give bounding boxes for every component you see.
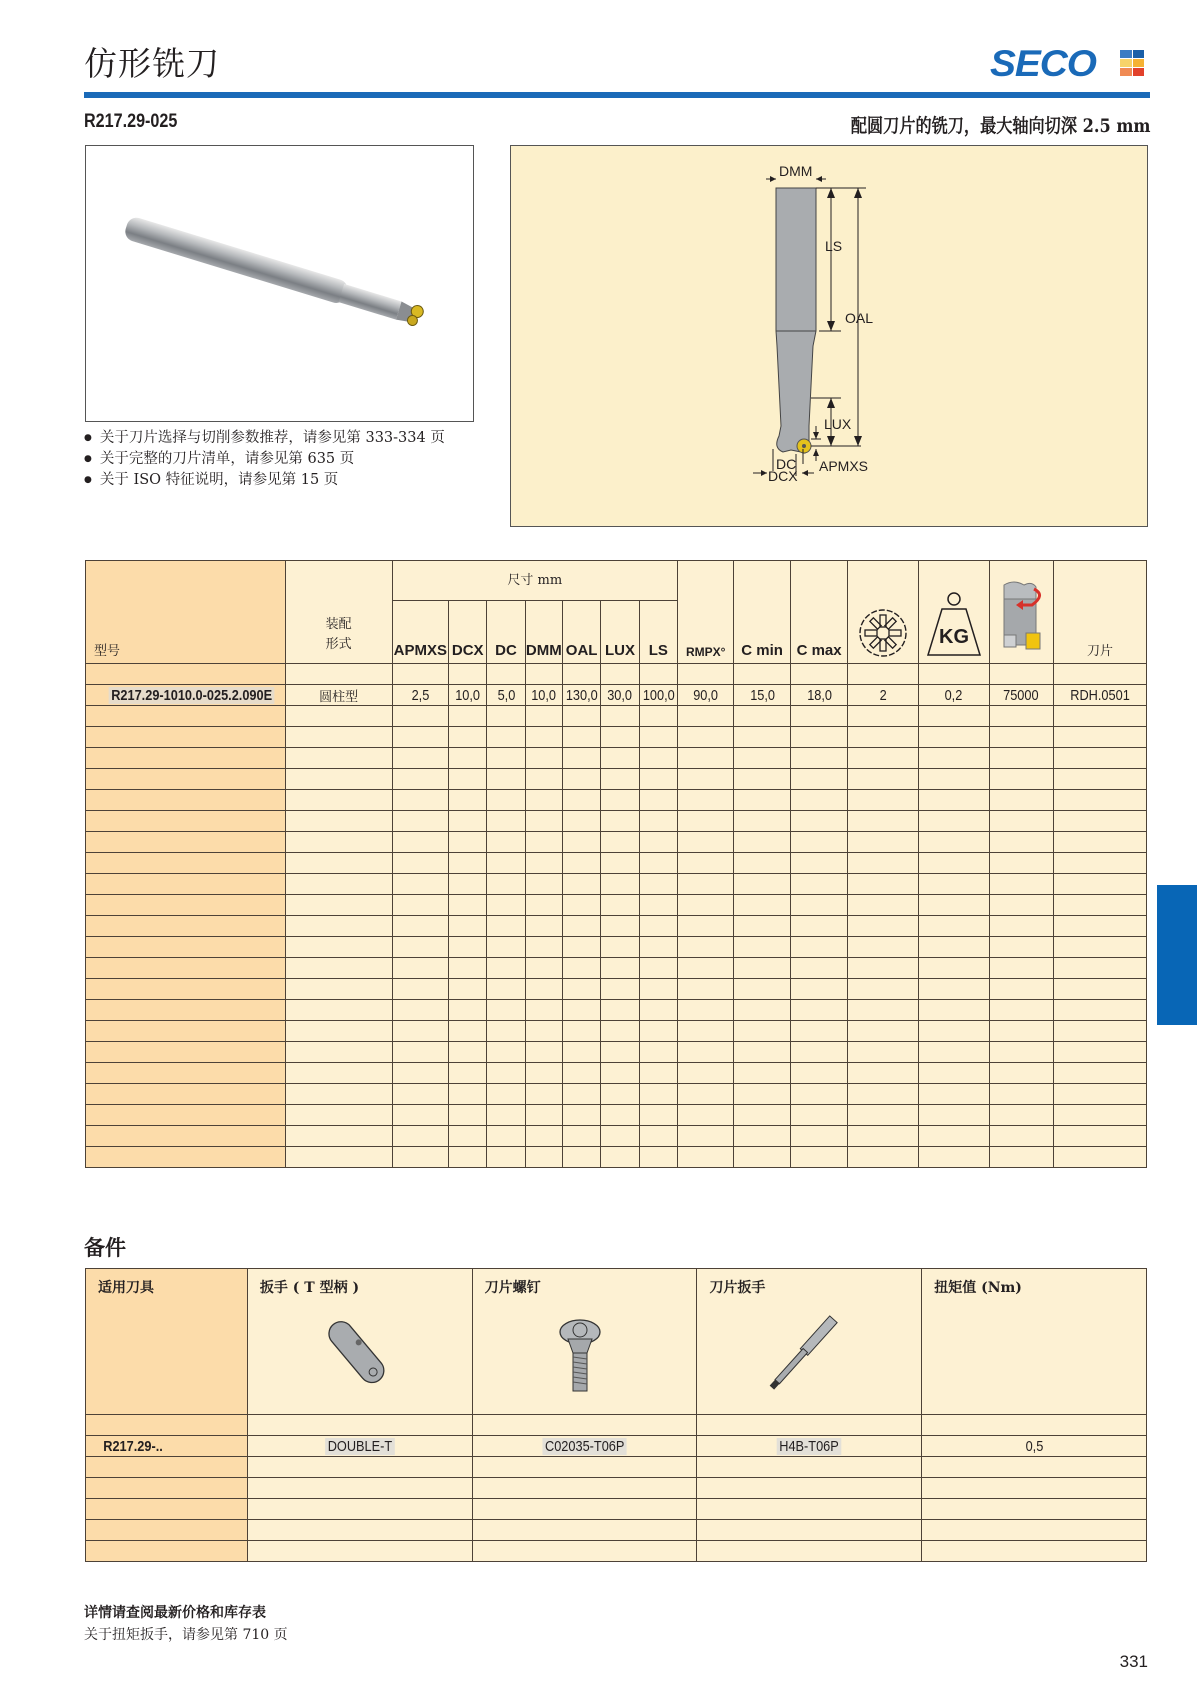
spacer-row <box>86 1415 1147 1436</box>
empty-row <box>86 1105 1147 1126</box>
empty-row <box>86 1084 1147 1105</box>
note-item: ● 关于 ISO 特征说明，请参见第 15 页 <box>84 470 445 491</box>
cell-model[interactable]: R217.29-1010.0-025.2.090E <box>86 685 286 706</box>
empty-row <box>86 832 1147 853</box>
col-torque: 扭矩值 (Nm) <box>922 1269 1147 1415</box>
footer-notes <box>84 1602 288 1646</box>
col-key: 扳手 ( T 型柄 ) <box>247 1269 472 1415</box>
cell-oal: 130,0 <box>562 685 600 706</box>
label-dcx: DCX <box>768 468 798 484</box>
col-insert-key: 刀片扳手 <box>697 1269 922 1415</box>
empty-row <box>86 1541 1147 1562</box>
empty-row <box>86 1499 1147 1520</box>
dimension-drawing <box>510 145 1148 527</box>
end-mill-image <box>86 146 473 421</box>
col-cmax: C max <box>790 561 847 664</box>
empty-row <box>86 874 1147 895</box>
logo-mark-icon <box>1120 50 1144 76</box>
cell-dcx: 10,0 <box>449 685 487 706</box>
empty-row <box>86 958 1147 979</box>
empty-row <box>86 706 1147 727</box>
label-oal: OAL <box>845 310 874 326</box>
col-max-rpm <box>989 561 1054 664</box>
cell-ls: 100,0 <box>639 685 677 706</box>
empty-row <box>86 748 1147 769</box>
empty-row <box>86 727 1147 748</box>
col-ls: LS <box>639 601 677 664</box>
insert-key-icon <box>709 1297 899 1397</box>
cell-key[interactable]: DOUBLE-T <box>247 1436 472 1457</box>
svg-text:KG: KG <box>938 626 969 648</box>
empty-row <box>86 1457 1147 1478</box>
cell-cmin: 15,0 <box>734 685 790 706</box>
cell-torque: 0,5 <box>922 1436 1147 1457</box>
col-rmpx: RMPX° <box>677 561 733 664</box>
brand-name: SECO <box>990 43 1096 84</box>
col-screw: 刀片螺钉 <box>472 1269 697 1415</box>
product-description: 配圆刀片的铣刀，最大轴向切深 2.5 mm <box>850 115 1150 137</box>
cell-insert[interactable]: RDH.0501 <box>1054 685 1147 706</box>
empty-row <box>86 1042 1147 1063</box>
empty-row <box>86 937 1147 958</box>
label-dc: DC <box>776 456 797 472</box>
product-code: R217.29-025 <box>84 111 178 132</box>
empty-row <box>86 853 1147 874</box>
empty-row <box>86 1021 1147 1042</box>
weight-kg-icon <box>924 591 984 659</box>
cell-dmm: 10,0 <box>525 685 562 706</box>
cell-cmax: 18,0 <box>790 685 847 706</box>
seco-logo <box>990 43 1150 84</box>
cell-dc: 5,0 <box>487 685 525 706</box>
empty-row <box>86 979 1147 1000</box>
col-cmin: C min <box>734 561 790 664</box>
label-apmxs: APMXS <box>819 458 869 474</box>
col-dc: DC <box>487 601 525 664</box>
footer-line-2: 关于扭矩扳手，请参见第 710 页 <box>84 1627 288 1643</box>
empty-row <box>86 1520 1147 1541</box>
empty-row <box>86 769 1147 790</box>
empty-row <box>86 895 1147 916</box>
product-photo <box>85 145 474 422</box>
section-tab[interactable] <box>1157 885 1197 1025</box>
cell-rpm: 75000 <box>989 685 1054 706</box>
label-lux: LUX <box>824 416 852 432</box>
col-teeth <box>848 561 919 664</box>
col-oal: OAL <box>562 601 600 664</box>
cell-teeth: 2 <box>848 685 919 706</box>
col-model: 型号 <box>86 561 286 664</box>
table-row[interactable] <box>86 685 1147 706</box>
col-dmm: DMM <box>525 601 562 664</box>
cell-weight: 0,2 <box>918 685 989 706</box>
col-weight <box>918 561 989 664</box>
max-rpm-icon <box>996 579 1046 659</box>
col-insert: 刀片 <box>1054 561 1147 664</box>
cell-screw[interactable]: C02035-T06P <box>472 1436 697 1457</box>
label-ls: LS <box>825 238 843 254</box>
empty-row <box>86 790 1147 811</box>
t-handle-key-icon <box>260 1297 450 1397</box>
spare-parts-title: 备件 <box>84 1235 126 1260</box>
spare-parts-table <box>85 1268 1147 1562</box>
page-number: 331 <box>1119 1652 1148 1671</box>
insert-screw-icon <box>485 1297 675 1397</box>
table-row[interactable] <box>86 1436 1147 1457</box>
col-tool: 适用刀具 <box>86 1269 248 1415</box>
cell-apmxs: 2,5 <box>392 685 448 706</box>
cell-insert-key[interactable]: H4B-T06P <box>697 1436 922 1457</box>
col-group-dimensions: 尺寸 mm <box>392 561 677 601</box>
empty-rows <box>86 706 1147 1168</box>
empty-row <box>86 811 1147 832</box>
footer-line-1: 详情请查阅最新价格和库存表 <box>84 1605 266 1621</box>
note-item: ● 关于完整的刀片清单，请参见第 635 页 <box>84 449 445 470</box>
cell-mounting: 圆柱型 <box>285 685 392 706</box>
col-mounting: 装配 形式 <box>285 561 392 664</box>
col-lux: LUX <box>601 601 639 664</box>
notes-list <box>84 428 445 491</box>
empty-row <box>86 1478 1147 1499</box>
cell-rmpx: 90,0 <box>677 685 733 706</box>
product-table <box>85 560 1147 1168</box>
empty-row <box>86 1063 1147 1084</box>
label-dmm: DMM <box>779 163 813 179</box>
cell-tool: R217.29-.. <box>86 1436 248 1457</box>
empty-rows <box>86 1457 1147 1562</box>
empty-row <box>86 1000 1147 1021</box>
page-title: 仿形铣刀 <box>84 44 220 83</box>
col-dcx: DCX <box>449 601 487 664</box>
empty-row <box>86 916 1147 937</box>
cutter-teeth-icon <box>857 607 909 659</box>
header-rule <box>84 92 1150 98</box>
cell-lux: 30,0 <box>601 685 639 706</box>
note-item: ● 关于刀片选择与切削参数推荐，请参见第 333-334 页 <box>84 428 445 449</box>
col-apmxs: APMXS <box>392 601 448 664</box>
spacer-row <box>86 664 1147 685</box>
empty-row <box>86 1147 1147 1168</box>
empty-row <box>86 1126 1147 1147</box>
